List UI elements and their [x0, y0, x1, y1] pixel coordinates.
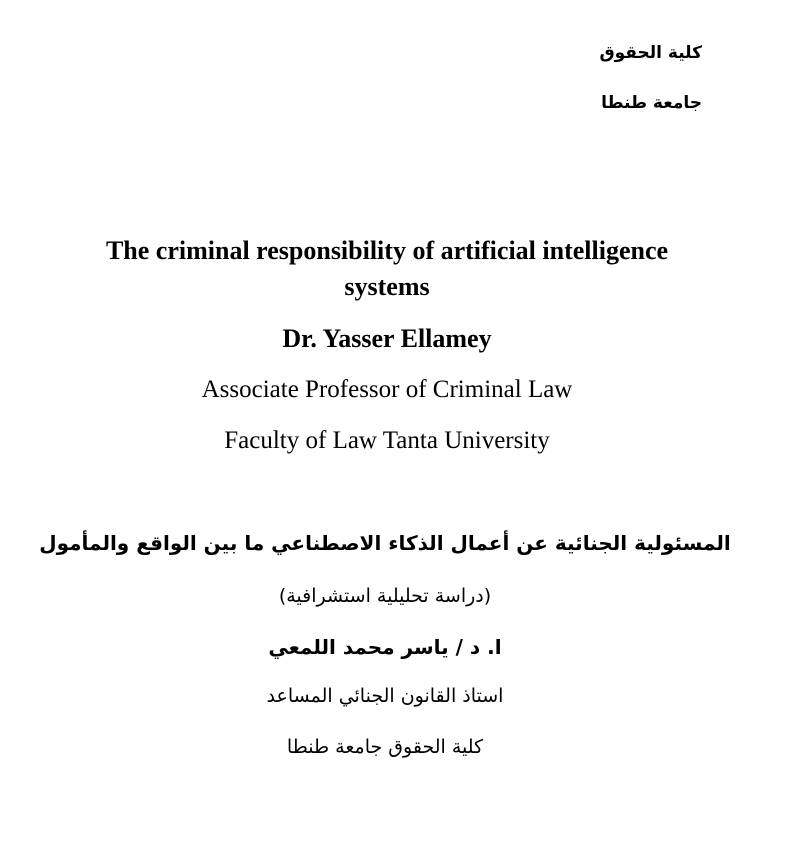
arabic-subtitle: (دراسة تحليلية استشرافية) — [278, 585, 492, 607]
header-university: جامعة طنطا — [601, 93, 702, 113]
arabic-author: ا. د / ياسر محمد اللمعي — [268, 635, 502, 659]
english-title-line-1: The criminal responsibility of artificial intelligence — [105, 236, 669, 265]
english-affiliation: Faculty of Law Tanta University — [224, 427, 550, 454]
arabic-position: استاذ القانون الجنائي المساعد — [266, 685, 504, 707]
english-author: Dr. Yasser Ellamey — [282, 324, 492, 353]
english-position: Associate Professor of Criminal Law — [201, 376, 573, 403]
arabic-affiliation: كلية الحقوق جامعة طنطا — [286, 736, 484, 758]
header-faculty: كلية الحقوق — [599, 43, 702, 63]
english-title-line-2: systems — [344, 272, 430, 301]
arabic-title: المسئولية الجنائية عن أعمال الذكاء الاصطناعي ما بين الواقع والمأمول — [39, 531, 731, 555]
